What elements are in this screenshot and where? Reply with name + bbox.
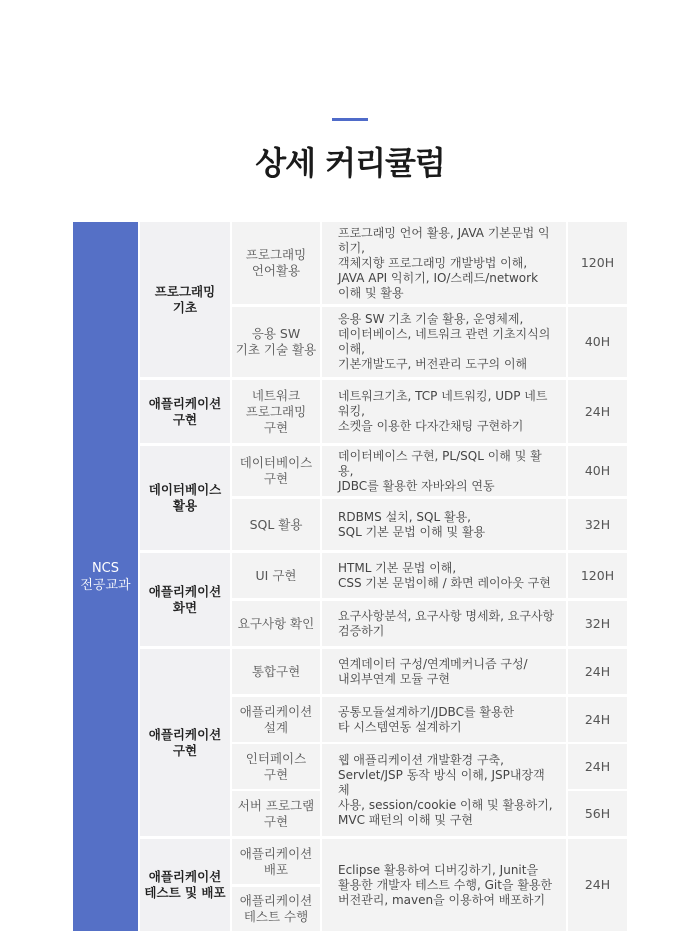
description-cell-deploy: Eclipse 활용하여 디버깅하기, Junit을 활용한 개발자 테스트 수행, Git을 활용한 버전관리, maven을 이용하여 배포하기 [322,839,566,931]
subject-cell: 통합구현 [232,649,320,694]
description-cell: 네트워크기초, TCP 네트워킹, UDP 네트워킹, 소켓을 이용한 다자간채팅 구현하기 [322,380,566,443]
subject-cell: 서버 프로그램 구현 [232,791,320,836]
subject-cell: UI 구현 [232,553,320,598]
description-cell: HTML 기본 문법 이해, CSS 기본 문법이해 / 화면 레이아웃 구현 [322,553,566,598]
hours-cell: 24H [568,697,627,742]
hours-cell: 120H [568,222,627,304]
hours-cell: 24H [568,380,627,443]
subject-cell: 인터페이스 구현 [232,744,320,789]
subject-cell: SQL 활용 [232,499,320,550]
subject-cell: 애플리케이션 설계 [232,697,320,742]
category-cell: 애플리케이션 화면 [140,553,230,646]
subject-cell: 프로그래밍 언어활용 [232,222,320,304]
description-cell-web: 웹 애플리케이션 개발환경 구축, Servlet/JSP 동작 방식 이해, JSP내장객체 사용, session/cookie 이해 및 활용하기, MVC 패턴의 이해 및 구현 [322,744,566,836]
hours-cell: 24H [568,744,627,789]
hours-cell: 120H [568,553,627,598]
subject-cell: 데이터베이스 구현 [232,446,320,496]
description-cell: 데이터베이스 구현, PL/SQL 이해 및 활용, JDBC를 활용한 자바와의 연동 [322,446,566,496]
subject-cell: 네트워크 프로그래밍 구현 [232,380,320,443]
description-cell: 공통모듈설계하기/JDBC를 활용한 타 시스템연동 설계하기 [322,697,566,742]
hours-cell: 32H [568,601,627,646]
category-cell: 데이터베이스 활용 [140,446,230,550]
hours-cell: 40H [568,307,627,377]
subject-cell: 애플리케이션 배포 [232,839,320,884]
description-cell: 프로그래밍 언어 활용, JAVA 기본문법 익히기, 객체지향 프로그래밍 개발방법 이해, JAVA API 익히기, IO/스레드/network 이해 및 활용 [322,222,566,304]
description-cell: 응용 SW 기초 기술 활용, 운영체제, 데이터베이스, 네트워크 관련 기초지식의 이해, 기본개발도구, 버전관리 도구의 이해 [322,307,566,377]
description-cell: 연계데이터 구성/연계메커니즘 구성/ 내외부연계 모듈 구현 [322,649,566,694]
description-cell: 요구사항분석, 요구사항 명세화, 요구사항 검증하기 [322,601,566,646]
ncs-label: NCS 전공교과 [73,222,138,931]
page-title: 상세 커리큘럼 [255,144,445,182]
category-cell: 애플리케이션 테스트 및 배포 [140,839,230,931]
subject-cell: 요구사항 확인 [232,601,320,646]
category-cell: 프로그래밍 기초 [140,222,230,377]
category-cell: 애플리케이션 구현 [140,380,230,443]
subject-cell: 애플리케이션 테스트 수행 [232,887,320,931]
subject-cell: 응용 SW 기초 기술 활용 [232,307,320,377]
curriculum-table [73,222,627,931]
hours-cell: 56H [568,791,627,836]
hours-cell-deploy: 24H [568,839,627,931]
title-accent-bar [332,118,368,121]
description-cell: RDBMS 설치, SQL 활용, SQL 기본 문법 이해 및 활용 [322,499,566,550]
hours-cell: 32H [568,499,627,550]
hours-cell: 24H [568,649,627,694]
category-cell: 애플리케이션 구현 [140,649,230,836]
hours-cell: 40H [568,446,627,496]
